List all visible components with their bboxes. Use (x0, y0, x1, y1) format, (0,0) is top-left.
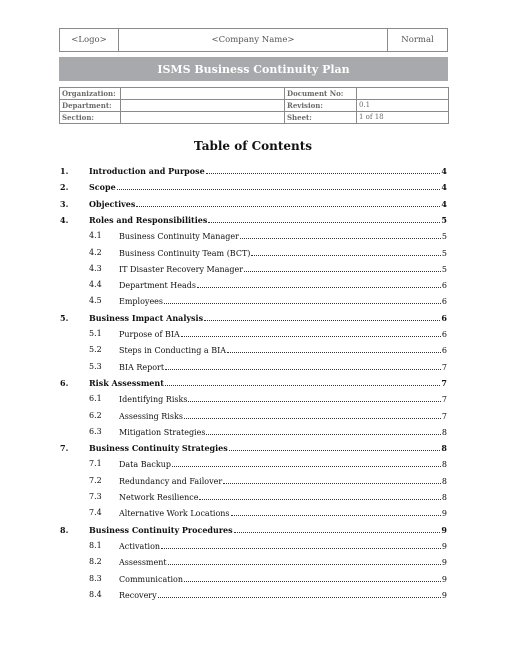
header-table (59, 28, 448, 52)
company-name-placeholder: <Company Name> (119, 29, 388, 51)
toc-entry[interactable] (89, 394, 447, 405)
toc-entry-page: 7 (441, 395, 447, 405)
toc-entry-page: 5 (441, 248, 447, 258)
toc-entry-title: Scope (89, 182, 116, 193)
toc-entry[interactable] (89, 492, 447, 502)
toc-entry-page: 7 (441, 362, 447, 372)
toc-entry-number: 5.1 (89, 329, 102, 338)
toc-entry-page: 6 (441, 330, 447, 339)
toc-entry[interactable] (60, 312, 447, 323)
toc-entry-page: 9 (441, 541, 447, 551)
toc-leader-dots (165, 362, 441, 370)
toc-entry-number: 4.2 (89, 247, 102, 257)
toc-entry-page: 8 (441, 476, 447, 486)
toc-leader-dots (251, 248, 440, 256)
toc-entry-number: 2. (60, 182, 69, 193)
toc-entry-title: Employees (119, 297, 164, 307)
toc-leader-dots (208, 215, 440, 223)
toc-entry-number: 4.5 (89, 296, 102, 306)
toc-entry-number: 1. (60, 166, 69, 176)
toc-entry-page: 7 (441, 411, 447, 421)
toc-entry-number: 7.1 (89, 459, 102, 469)
toc-entry[interactable] (89, 508, 447, 519)
toc-entry-number: 7.2 (89, 475, 102, 485)
toc-entry-page: 7 (441, 377, 447, 388)
toc-entry-title: Business Continuity Team (BCT) (119, 248, 251, 258)
toc-entry[interactable] (89, 296, 447, 307)
toc-entry-title: IT Disaster Recovery Manager (119, 264, 244, 274)
toc-entry[interactable] (89, 361, 447, 372)
toc-entry-title: Assessment (119, 558, 167, 568)
toc-entry-page: 5 (441, 264, 447, 274)
toc-entry-page: 4 (441, 182, 447, 193)
toc-entry[interactable] (89, 247, 447, 258)
toc-entry-page: 6 (441, 281, 447, 291)
toc-entry-page: 6 (441, 312, 447, 323)
toc-leader-dots (165, 378, 441, 386)
revision-label: Revision: (285, 100, 357, 112)
toc-leader-dots (164, 296, 441, 304)
toc-entry-title: Department Heads (119, 281, 197, 291)
toc-leader-dots (204, 313, 440, 321)
toc-entry-number: 8. (60, 524, 69, 535)
toc-entry[interactable] (89, 573, 447, 584)
toc-entry-title: Assessing Risks (119, 411, 183, 421)
toc-entry-number: 7.4 (89, 508, 102, 518)
toc-entry-page: 6 (441, 297, 447, 307)
document-no-value (357, 88, 449, 100)
toc-leader-dots (168, 557, 441, 565)
toc-entry-title: Communication (119, 574, 183, 584)
toc-leader-dots (199, 492, 440, 500)
toc-entry[interactable] (89, 459, 447, 470)
toc-entry-title: BIA Report (119, 362, 165, 372)
toc-leader-dots (229, 443, 441, 451)
toc-entry-number: 8.4 (89, 589, 102, 599)
toc-leader-dots (223, 476, 441, 484)
revision-value: 0.1 (357, 100, 449, 112)
toc-entry-number: 5.3 (89, 361, 102, 371)
toc-entry-page: 9 (441, 524, 447, 535)
toc-entry-number: 8.3 (89, 573, 102, 583)
toc-entry-number: 5. (60, 312, 69, 323)
toc-entry-title: Business Continuity Strategies (89, 443, 228, 454)
toc-entry-number: 4.1 (89, 231, 102, 241)
toc-leader-dots (184, 411, 441, 419)
toc-entry-title: Roles and Responsibilities (89, 214, 208, 225)
toc-entry-title: Business Impact Analysis (89, 312, 204, 323)
toc-leader-dots (231, 508, 441, 516)
toc-entry-title: Data Backup (119, 460, 171, 470)
toc-entry[interactable] (89, 475, 447, 486)
toc-entry-number: 7. (60, 443, 69, 454)
toc-leader-dots (244, 264, 441, 272)
toc-entry[interactable] (60, 524, 447, 535)
toc-entry-title: Activation (119, 541, 161, 551)
toc-entry[interactable] (89, 589, 447, 600)
organization-value (121, 88, 285, 100)
toc-entry-page: 8 (441, 443, 447, 454)
toc-entry-title: Alternative Work Locations (119, 509, 230, 519)
toc-leader-dots (234, 525, 441, 533)
toc-leader-dots (158, 590, 441, 598)
toc-entry-title: Mitigation Strategies (119, 427, 206, 437)
toc-entry-number: 4.4 (89, 280, 102, 290)
toc-entry-page: 8 (441, 460, 447, 470)
toc-entry-page: 9 (441, 558, 447, 568)
toc-leader-dots (161, 541, 441, 549)
toc-entry-number: 6.1 (89, 394, 102, 404)
toc-entry-number: 8.2 (89, 557, 102, 567)
toc-entry-number: 4.3 (89, 263, 102, 273)
toc-entry-page: 5 (441, 232, 447, 242)
toc-entry[interactable] (60, 198, 447, 209)
toc-leader-dots (206, 427, 440, 435)
toc-entry-number: 4. (60, 214, 69, 225)
toc-entry[interactable] (89, 557, 447, 568)
toc-heading: Table of Contents (193, 139, 313, 153)
logo-placeholder: <Logo> (60, 29, 119, 51)
document-no-label: Document No: (285, 88, 357, 100)
toc-entry-page: 8 (441, 427, 447, 437)
toc-entry-number: 6.2 (89, 410, 102, 420)
toc-entry-page: 5 (441, 214, 447, 225)
sheet-value: 1 of 18 (357, 112, 449, 124)
toc-entry-title: Recovery (119, 590, 157, 600)
toc-leader-dots (227, 345, 441, 353)
sheet-label: Sheet: (285, 112, 357, 124)
toc-entry-page: 8 (441, 493, 447, 502)
toc-leader-dots (188, 394, 440, 402)
toc-entry-title: Purpose of BIA (119, 330, 180, 339)
organization-label: Organization: (60, 88, 121, 100)
toc-entry-page: 6 (441, 346, 447, 356)
department-label: Department: (60, 100, 121, 112)
document-title: ISMS Business Continuity Plan (59, 57, 448, 81)
toc-entry-title: Business Continuity Manager (119, 232, 239, 242)
department-value (121, 100, 285, 112)
toc-entry[interactable] (60, 214, 447, 225)
toc-leader-dots (136, 199, 440, 207)
document-meta-table (59, 87, 449, 124)
toc-entry-number: 3. (60, 198, 69, 209)
meta-row (60, 100, 449, 112)
toc-leader-dots (172, 459, 441, 467)
toc-entry-page: 9 (441, 509, 447, 519)
classification-label: Normal (401, 35, 434, 45)
toc-entry[interactable] (60, 443, 447, 454)
toc-entry[interactable] (89, 345, 447, 356)
toc-entry-title: Steps in Conducting a BIA (119, 346, 227, 356)
toc-entry[interactable] (60, 166, 447, 176)
toc-entry-title: Redundancy and Failover (119, 476, 223, 486)
toc-entry-page: 4 (441, 166, 447, 176)
meta-row (60, 112, 449, 124)
toc-entry-title: Business Continuity Procedures (89, 524, 233, 535)
toc-entry[interactable] (89, 280, 447, 291)
toc-entry-number: 6. (60, 377, 69, 388)
toc-entry[interactable] (89, 263, 447, 274)
toc-entry-page: 9 (441, 590, 447, 600)
toc-entry-title: Identifying Risks (119, 395, 188, 405)
toc-entry-page: 9 (441, 574, 447, 584)
toc-entry-page: 4 (441, 198, 447, 209)
toc-entry-number: 5.2 (89, 345, 102, 355)
toc-entry-title: Introduction and Purpose (89, 166, 205, 176)
toc-leader-dots (240, 231, 441, 239)
toc-entry-title: Network Resilience (119, 493, 199, 502)
toc-entry-number: 6.3 (89, 426, 102, 436)
toc-entry-number: 8.1 (89, 540, 102, 550)
toc-entry-title: Risk Assessment (89, 377, 164, 388)
toc-leader-dots (117, 182, 441, 190)
toc-entry[interactable] (89, 329, 447, 339)
toc-entry[interactable] (60, 182, 447, 193)
meta-row (60, 88, 449, 100)
toc-leader-dots (206, 166, 441, 174)
toc-entry-title: Objectives (89, 198, 136, 209)
toc-entry[interactable] (89, 231, 447, 242)
toc-entry[interactable] (89, 540, 447, 551)
section-value (121, 112, 285, 124)
toc-entry[interactable] (89, 410, 447, 421)
toc-entry[interactable] (60, 377, 447, 388)
toc-leader-dots (181, 329, 441, 337)
toc-entry[interactable] (89, 426, 447, 437)
toc-leader-dots (197, 280, 441, 288)
toc-leader-dots (184, 574, 441, 582)
toc-entry-number: 7.3 (89, 492, 102, 501)
section-label: Section: (60, 112, 121, 124)
